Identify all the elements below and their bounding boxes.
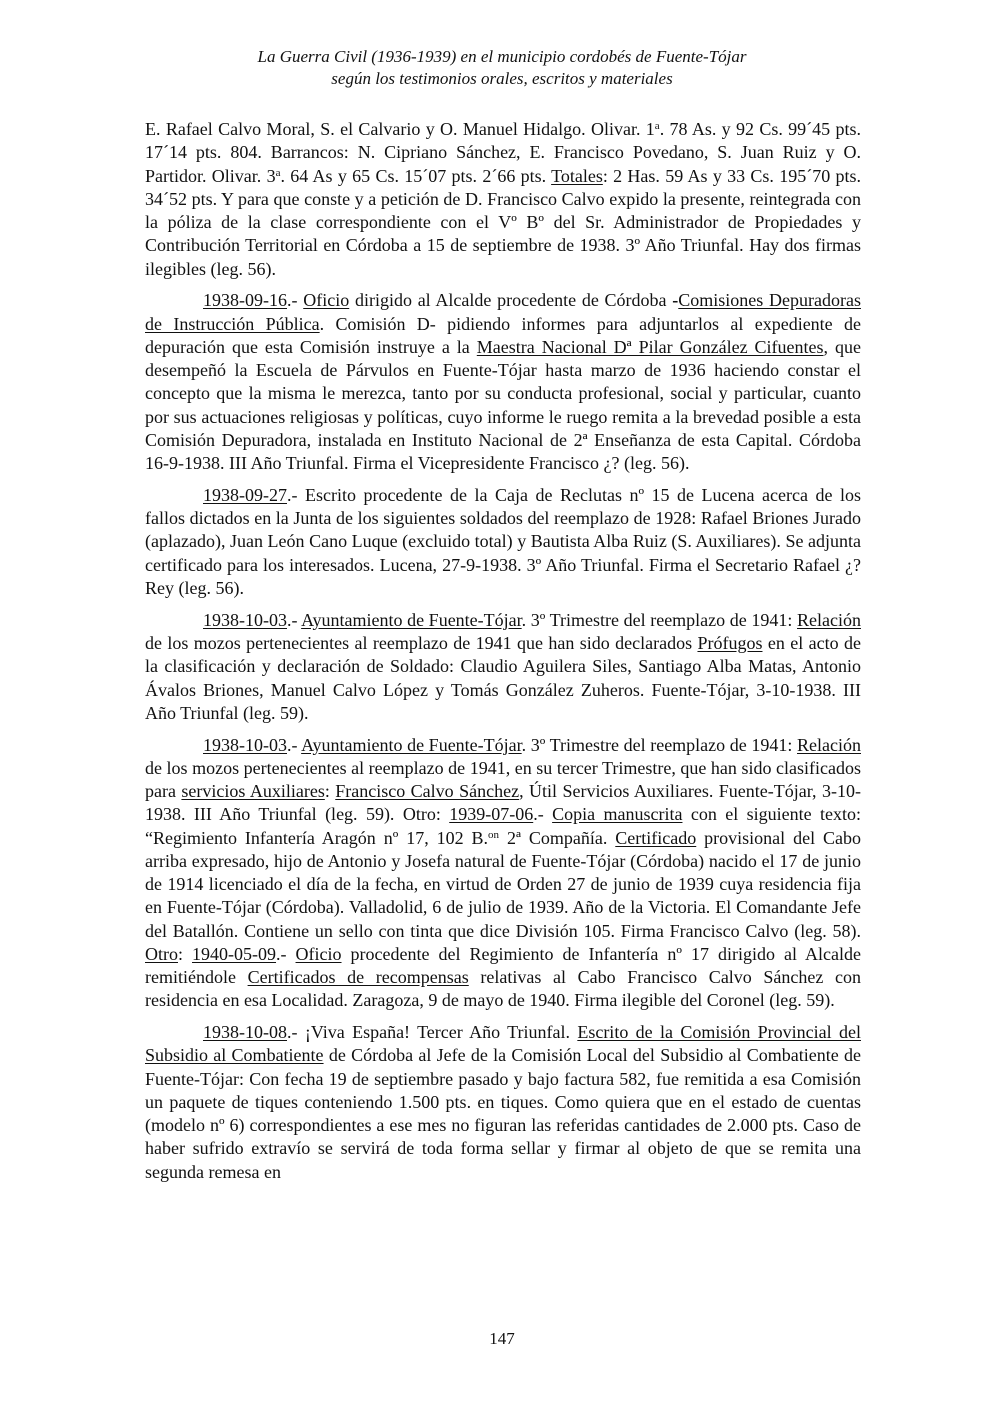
entry-1938-10-03-a	[145, 609, 861, 725]
text-run: de los mozos pertenecientes al reemplazo de 1941 que han sido declarados	[145, 633, 698, 654]
text-run: de los mozos pertenecientes al reemplazo de 1941, en su tercer Trimestre, que han sido clasificados para	[145, 757, 861, 802]
underlined-text: Copia manuscrita	[552, 804, 683, 825]
entry-1938-09-16	[145, 289, 861, 475]
text-run: . Comisión D- pidiendo informes para adjuntarlos al expediente de depuración que esta Comisión instruye a la	[145, 313, 861, 357]
text-run: en el acto de la clasificación y declaración de Soldado: Claudio Aguilera Siles, Santiago Alba Matas, Antonio Ávalos Briones, Manuel Calvo López y Tomás González Zuheros. Fuente-Tójar, 3-10-1938. III Año Triunfal (leg. 59).	[145, 633, 861, 723]
underlined-text: Oficio	[295, 943, 342, 964]
underlined-text: Relación	[797, 734, 861, 755]
entry-1938-10-08	[145, 1021, 861, 1184]
text-run: .-	[287, 609, 302, 630]
superscript: on	[488, 828, 500, 841]
text-run: , Útil Servicios Auxiliares. Fuente-Tójar, 3-10-1938. III Año Triunfal (leg. 59). Otro:	[145, 781, 861, 825]
text-run: procedente del Regimiento de Infantería nº 17 dirigido al Alcalde remitiéndole	[145, 943, 861, 988]
text-run: . 3º Trimestre del reemplazo de 1941:	[521, 609, 798, 630]
underlined-text: Otro	[145, 943, 178, 964]
underlined-date: 1940-05-09	[192, 943, 277, 964]
text-run: dirigido al Alcalde procedente de Córdoba	[349, 290, 673, 311]
underlined-text: Totales	[551, 165, 603, 186]
text-run: : 2 Has. 59 As y 33 Cs. 195´70 pts. 34´52 pts. Y para que conste y a petición de D. Francisco Calvo expido la presente, reintegrada con la póliza de la clase correspondiente con el Vº Bº del Sr. Administrador de Propiedades y Contribución Territorial en Córdoba a 15 de septiembre de 1938. 3º Año Triunfal. Hay dos firmas ilegibles (leg. 56).	[145, 165, 861, 279]
entry-date: 1938-09-27	[203, 484, 287, 505]
text-run: . 3º Trimestre del reemplazo de 1941:	[521, 734, 798, 755]
header-line-2: según los testimonios orales, escritos y materiales	[331, 69, 673, 88]
text-run: E. Rafael Calvo Moral, S. el Calvario y O. Manuel Hidalgo. Olivar. 1	[145, 119, 655, 139]
text-run: .-	[276, 943, 296, 964]
entry-date: 1938-10-03	[203, 609, 287, 630]
text-run: , que desempeñó la Escuela de Párvulos en Fuente-Tójar hasta marzo de 1936 haciendo constar el concepto que la misma le merezca, tanto por su conducta profesional, social y particular, cuanto por sus actuaciones religiosas y políticas, cuyo informe le ruego remita a la brevedad posible a esta Comisión Depuradora, instalada en Instituto Nacional de 2ª Enseñanza de esta Capital. Córdoba 16-9-1938. III Año Triunfal. Firma el Vicepresidente Francisco ¿? (leg. 56).	[145, 336, 861, 474]
underlined-text: Ayuntamiento de Fuente-Tójar	[301, 609, 522, 630]
header-line-1: La Guerra Civil (1936-1939) en el municipio cordobés de Fuente-Tójar	[257, 47, 747, 66]
underlined-text: Francisco Calvo Sánchez	[335, 781, 520, 802]
entry-date: 1938-10-03	[203, 734, 287, 755]
entry-1938-09-27	[145, 484, 861, 600]
underlined-text: Oficio	[303, 290, 350, 311]
text-run: :	[178, 943, 193, 964]
text-run: . 78 As. y 92 Cs. 99´45 pts. 17´14 pts. 804. Barrancos: N. Cipriano Sánchez, E. Francisco Povedano, S. Juan Ruiz y O. Partidor. Olivar. 3	[145, 119, 861, 186]
text-run: . 64 As y 65 Cs. 15´07 pts. 2´66 pts.	[280, 165, 552, 186]
text-run: 2ª Compañía.	[499, 827, 616, 848]
superscript: a	[275, 166, 281, 179]
entry-date: 1938-10-08	[203, 1022, 287, 1043]
text-run: .-	[533, 804, 553, 825]
underlined-text: servicios Auxiliares	[181, 781, 325, 802]
underlined-text: Ayuntamiento de Fuente-Tójar	[301, 734, 522, 755]
text-run: provisional del Cabo arriba expresado, hijo de Antonio y Josefa natural de Fuente-Tójar (Córdoba) nacido el 17 de junio de 1914 licenciado el día de la fecha, en virtud de Orden 27 de junio de 1939 cuya residencia fija en Fuente-Tójar (Córdoba). Valladolid, 6 de julio de 1939. Año de la Victoria. El Comandante Jefe del Batallón. Contiene un sello con tinta que dice División 105. Firma Francisco Calvo (leg. 58).	[145, 827, 861, 941]
underlined-text: Prófugos	[697, 633, 763, 654]
entry-1938-10-03-b	[145, 734, 861, 1013]
text-run: .-	[287, 734, 302, 755]
text-run: .-	[287, 290, 304, 311]
text-run: con el siguiente texto: “Regimiento Infantería Aragón nº 17, 102 B.	[145, 804, 861, 848]
running-header	[0, 46, 1004, 90]
underlined-text: Comisiones Depuradoras de Instrucción Pública	[145, 290, 861, 334]
paragraph-continuation	[145, 118, 861, 281]
superscript: a	[654, 120, 660, 132]
text-run: .- Escrito procedente de la Caja de Reclutas nº 15 de Lucena acerca de los fallos dictados en la Junta de los siguientes soldados del reemplazo de 1928: Rafael Briones Jurado (aplazado), Juan León Cano Luque (excluido total) y Bautista Alba Ruiz (S. Auxiliares). Se adjunta certificado para los interesados. Lucena, 27-9-1938. 3º Año Triunfal. Firma el Secretario Rafael ¿? Rey (leg. 56).	[145, 484, 861, 598]
page-number: 147	[489, 1329, 515, 1348]
text-run: relativas al Cabo Francisco Calvo Sánchez con residencia en esa Localidad. Zaragoza, 9 de mayo de 1940. Firma ilegible del Coronel (leg. 59).	[145, 967, 862, 1011]
text-run: .- ¡Viva España! Tercer Año Triunfal.	[287, 1022, 578, 1043]
underlined-text: Escrito de la Comisión Provincial del Subsidio al Combatiente	[145, 1022, 861, 1066]
underlined-text: Maestra Nacional Dª Pilar González Cifuentes	[476, 336, 824, 357]
text-run: :	[324, 781, 336, 802]
bold-dash: -	[672, 290, 679, 311]
underlined-text: Certificados de recompensas	[247, 967, 469, 988]
underlined-text: Certificado	[615, 827, 697, 848]
entry-date: 1938-09-16	[203, 290, 287, 311]
document-body	[145, 118, 861, 1193]
text-run: de Córdoba al Jefe de la Comisión Local del Subsidio al Combatiente de Fuente-Tójar: Con fecha 19 de septiembre pasado y bajo factura 582, fue remitida a esa Comisión un paquete de tiques conteniendo 1.500 pts. en tiques. Como quiera que en el estado de cuentas (modelo nº 6) correspondientes a ese mes no figuran las referidas cantidades de 2.000 pts. Caso de haber sufrido extravío se servirá de toda forma sellar y firmar al objeto de que se remita una segunda remesa en	[145, 1045, 861, 1182]
underlined-text: Relación	[797, 609, 861, 630]
underlined-date: 1939-07-06	[449, 804, 534, 825]
